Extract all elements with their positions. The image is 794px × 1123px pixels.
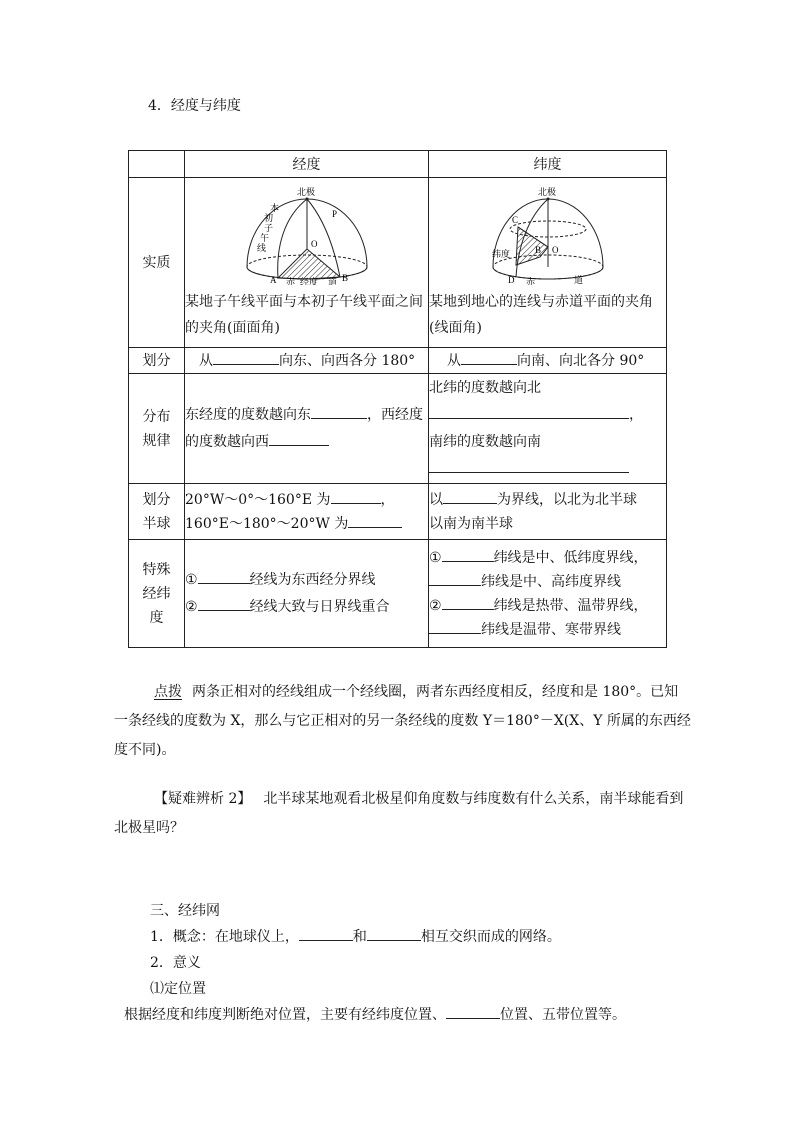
distribution-lon-3: 的度数越向西 xyxy=(185,433,269,450)
blank-position[interactable] xyxy=(446,1004,500,1019)
special-lat-1-pre: ① xyxy=(429,549,442,566)
blank-special-lat-2[interactable] xyxy=(429,571,481,586)
lon-diagram-label-zi: 子 xyxy=(263,222,273,233)
hemisphere-longitude-cell xyxy=(185,484,429,540)
blank-hemisphere-lon-east[interactable] xyxy=(331,489,381,504)
lon-diagram-label-xian: 线 xyxy=(256,242,266,253)
special-label-2: 经纬 xyxy=(142,585,171,602)
lat-diagram-label-d: D xyxy=(507,274,514,285)
division-lat-post: 向南、向北各分 90° xyxy=(517,352,645,369)
header-latitude: 纬度 xyxy=(429,151,667,178)
distribution-lon-1: 东经度的度数越向东 xyxy=(185,406,311,423)
lat-diagram-label-o: O xyxy=(551,244,558,255)
division-lon-post: 向东、向西各分 180° xyxy=(279,352,416,369)
special-lon-1-post: 经线为东西经分界线 xyxy=(249,571,376,588)
position-text-pre: 根据经度和纬度判断绝对位置，主要有经纬度位置、 xyxy=(124,1007,446,1023)
section3-item2: 2．意义 xyxy=(150,955,201,971)
special-longitude-cell xyxy=(185,540,429,648)
tip-line-3: 度不同)。 xyxy=(114,742,176,758)
table-row-essence xyxy=(129,178,667,348)
section3-item1-mid: 和 xyxy=(352,929,367,945)
section-heading-longitude-latitude: 4．经度与纬度 xyxy=(148,98,241,114)
special-lat-1-post: 纬线是中、低纬度界线， xyxy=(493,549,648,566)
section3-item1-pre: 1．概念：在地球仪上， xyxy=(150,929,299,945)
blank-special-lon-2[interactable] xyxy=(198,596,250,611)
division-lon-pre: 从 xyxy=(199,352,213,369)
essence-longitude-text: 某地子午线平面与本初子午线平面之间的夹角(面面角) xyxy=(185,293,423,336)
blank-special-lat-3[interactable] xyxy=(442,595,494,610)
distribution-latitude-cell xyxy=(429,374,667,484)
blank-division-lat[interactable] xyxy=(461,350,517,365)
division-latitude-cell xyxy=(429,348,667,374)
hemisphere-lon-comma: ， xyxy=(380,491,395,508)
special-label-1: 特殊 xyxy=(142,561,171,578)
special-label-3: 度 xyxy=(149,609,164,626)
distribution-lat-2: 南纬的度数越向南 xyxy=(429,433,541,450)
lon-diagram-label-b: B xyxy=(341,272,348,283)
special-lat-3-pre: ② xyxy=(429,597,442,614)
row-label-essence: 实质 xyxy=(129,178,185,348)
hemisphere-lat-pre: 以 xyxy=(429,491,443,508)
table-header-row xyxy=(129,151,667,178)
distribution-lon-2: ，西经度 xyxy=(367,406,423,423)
blank-concept-1[interactable] xyxy=(299,926,353,941)
special-lat-2-post: 纬线是中、高纬度界线 xyxy=(481,573,621,590)
blank-distribution-lat-north[interactable] xyxy=(429,404,629,419)
blank-distribution-lon-east[interactable] xyxy=(311,404,367,419)
longitude-latitude-table xyxy=(128,150,667,648)
distribution-label-2: 规律 xyxy=(142,432,171,449)
distribution-label-1: 分布 xyxy=(142,408,171,425)
section3-title: 三、经纬网 xyxy=(150,903,220,919)
special-lon-2-pre: ② xyxy=(185,598,198,615)
question-line-1: 北半球某地观看北极星仰角度数与纬度数有什么关系，南半球能看到 xyxy=(263,791,684,807)
distribution-longitude-cell xyxy=(185,374,429,484)
blank-hemisphere-lon-west[interactable] xyxy=(348,513,402,528)
section3-item2-1-text xyxy=(124,1004,626,1025)
special-lon-1-pre: ① xyxy=(185,571,198,588)
section3 xyxy=(150,898,561,1002)
blank-special-lat-4[interactable] xyxy=(429,619,481,634)
lon-diagram-label-dao: 道 xyxy=(327,276,337,285)
section3-item2-1: ⑴定位置 xyxy=(150,981,206,997)
header-empty-cell xyxy=(129,151,185,178)
special-lat-4-post: 纬线是温带、寒带界线 xyxy=(481,621,621,638)
table-row-distribution xyxy=(129,374,667,484)
tip-label: 点拨 xyxy=(154,684,182,700)
essence-latitude-text: 某地到地心的连线与赤道平面的夹角(线面角) xyxy=(429,293,653,336)
hemisphere-lat-post: 为界线，以北为北半球 xyxy=(497,491,637,508)
longitude-hemisphere-diagram xyxy=(242,187,372,285)
blank-hemisphere-lat[interactable] xyxy=(443,489,497,504)
lon-diagram-label-ben: 本 xyxy=(269,202,279,213)
lat-diagram-north-pole: 北极 xyxy=(537,186,556,197)
distribution-lat-comma: ， xyxy=(629,406,643,423)
division-longitude-cell xyxy=(185,348,429,374)
division-lat-pre: 从 xyxy=(447,352,461,369)
question-line-2: 北极星吗？ xyxy=(114,820,184,836)
lat-diagram-label-chi: 赤 xyxy=(525,276,535,285)
question-paragraph xyxy=(114,785,684,843)
special-latitude-cell xyxy=(429,540,667,648)
position-text-post: 位置、五带位置等。 xyxy=(500,1007,626,1023)
hemisphere-lon-2: 160°E～180°～20°W 为 xyxy=(185,515,349,532)
hemisphere-label-1: 划分 xyxy=(142,491,171,508)
lon-diagram-label-o: O xyxy=(310,238,317,249)
lon-diagram-label-chu: 初 xyxy=(263,212,273,223)
lon-diagram-label-wu: 午 xyxy=(259,232,269,243)
lon-diagram-label-a: A xyxy=(269,274,276,285)
lat-diagram-label-b: B xyxy=(534,244,541,255)
header-longitude: 经度 xyxy=(185,151,429,178)
tip-line-1: 两条正相对的经线组成一个经线圈，两者东西经度相反，经度和是 180°。已知 xyxy=(192,684,679,700)
section3-item1-post: 相互交织而成的网络。 xyxy=(420,929,561,945)
lon-diagram-label-jingdu: 经度 xyxy=(299,276,318,285)
hemisphere-lon-1: 20°W～0°～160°E 为 xyxy=(185,491,331,508)
essence-latitude-cell xyxy=(429,178,667,348)
question-label: 【疑难辨析 2】 xyxy=(154,791,252,807)
hemisphere-latitude-cell xyxy=(429,484,667,540)
tip-line-2: 一条经线的度数为 X，那么与它正相对的另一条经线的度数 Y＝180°－X(X、Y 所属的东西经 xyxy=(114,713,691,729)
hemisphere-lat-2: 以南为南半球 xyxy=(429,515,513,532)
blank-division-lon[interactable] xyxy=(213,350,279,365)
lat-diagram-label-dao: 道 xyxy=(573,274,583,285)
essence-longitude-cell xyxy=(185,178,429,348)
row-label-special xyxy=(129,540,185,648)
row-label-hemisphere xyxy=(129,484,185,540)
hemisphere-label-2: 半球 xyxy=(142,515,171,532)
blank-distribution-lon-west[interactable] xyxy=(269,431,329,446)
lon-diagram-north-pole: 北极 xyxy=(296,186,315,197)
latitude-hemisphere-diagram xyxy=(488,187,608,285)
special-lon-2-post: 经线大致与日界线重合 xyxy=(249,598,390,615)
lat-diagram-label-c: C xyxy=(511,214,518,225)
table-row-hemisphere xyxy=(129,484,667,540)
blank-special-lat-1[interactable] xyxy=(442,547,494,562)
tip-paragraph xyxy=(114,678,691,765)
lon-diagram-label-chi: 赤 xyxy=(285,276,295,285)
blank-concept-2[interactable] xyxy=(367,926,421,941)
row-label-division: 划分 xyxy=(129,348,185,374)
special-lat-3-post: 纬线是热带、温带界线， xyxy=(493,597,648,614)
row-label-distribution xyxy=(129,374,185,484)
distribution-lat-1: 北纬的度数越向北 xyxy=(429,379,541,396)
table-row-division xyxy=(129,348,667,374)
blank-special-lon-1[interactable] xyxy=(198,569,250,584)
table-row-special xyxy=(129,540,667,648)
blank-distribution-lat-south[interactable] xyxy=(429,458,629,473)
lat-diagram-label-weidu: 纬度 xyxy=(491,248,510,259)
lon-diagram-label-p: P xyxy=(331,208,337,219)
